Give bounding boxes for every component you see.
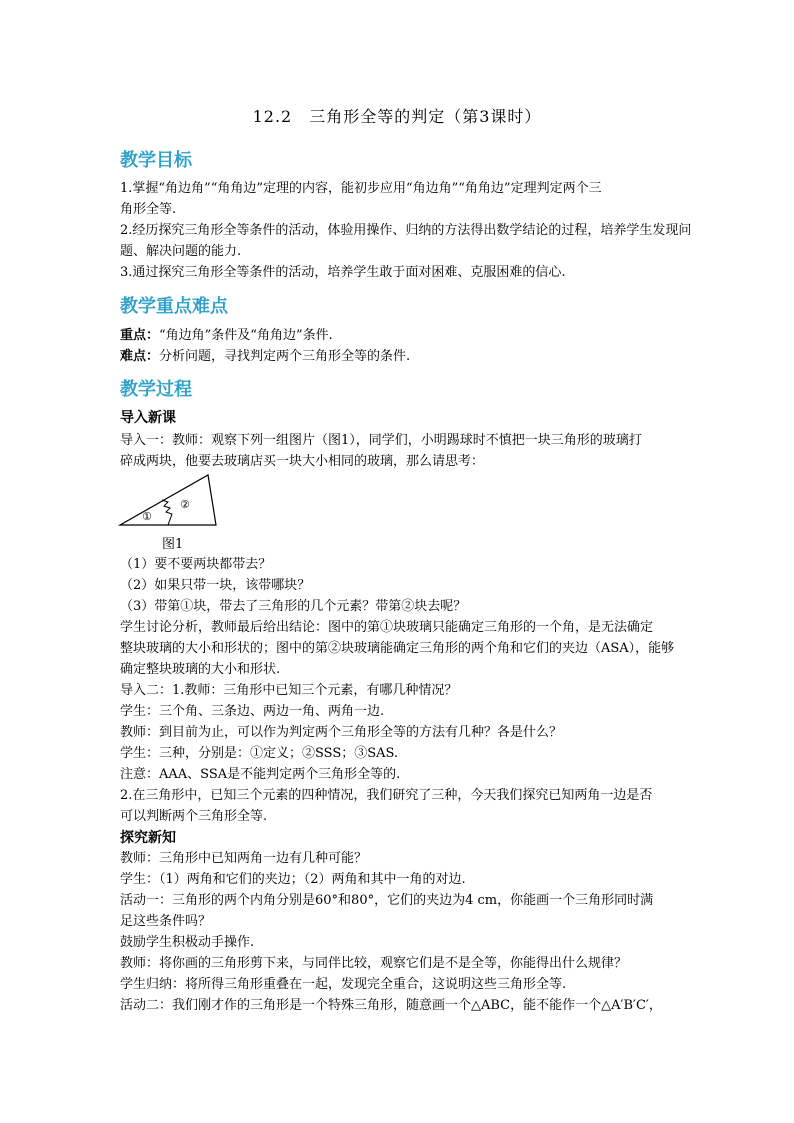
explore-line: 教师：将你画的三角形剪下来，与同伴比较，观察它们是不是全等，你能得出什么规律？ bbox=[120, 956, 628, 971]
discussion-line: 整块玻璃的大小和形状的；图中的第②块玻璃能确定三角形的两个角和它们的夹边（ASA），能够 bbox=[120, 641, 675, 656]
intro2-line: 学生：三个角、三条边、两边一角、两角一边. bbox=[120, 704, 385, 719]
intro-line: 碎成两块，他要去玻璃店买一块大小相同的玻璃，那么请思考： bbox=[120, 454, 485, 469]
page-title: 12.2 三角形全等的判定（第3课时） bbox=[252, 107, 542, 126]
intro-line: 导入一：教师：观察下列一组图片（图1），同学们，小明踢球时不慎把一块三角形的玻璃打 bbox=[120, 433, 642, 448]
explore-line: 活动二：我们刚才作的三角形是一个特殊三角形，随意画一个△ABC，能不能作一个△A′B′C′， bbox=[120, 998, 662, 1013]
goal-line: 题、解决问题的能力. bbox=[120, 244, 242, 259]
question-line: （2）如果只带一块，该带哪块？ bbox=[120, 578, 311, 593]
intro2-line: 2.在三角形中，已知三个元素的四种情况，我们研究了三种，今天我们探究已知两角一边是否 bbox=[120, 788, 653, 803]
difficulty-line bbox=[120, 346, 690, 367]
crack-line bbox=[162, 500, 172, 525]
focus-label: 重点： bbox=[120, 328, 160, 343]
triangle-outline bbox=[120, 475, 216, 525]
focus-text: “角边角”条件及“角角边”条件. bbox=[159, 328, 333, 343]
intro2-line: 学生：三种，分别是：①定义；②SSS；③SAS. bbox=[120, 746, 399, 761]
difficulty-label: 难点： bbox=[120, 349, 160, 364]
explore-line: 活动一：三角形的两个内角分别是60°和80°，它们的夹边为4 cm，你能画一个三角形同时满 bbox=[120, 893, 654, 908]
subheading-intro: 导入新课 bbox=[120, 410, 176, 426]
intro2-line: 导入二：1.教师：三角形中已知三个元素，有哪几种情况？ bbox=[120, 683, 458, 698]
focus-line bbox=[120, 325, 690, 346]
explore-line: 学生归纳：将所得三角形重叠在一起，发现完全重合，这说明这些三角形全等. bbox=[120, 977, 567, 992]
difficulty-text: 分析问题，寻找判定两个三角形全等的条件. bbox=[159, 349, 411, 364]
question-line: （1）要不要两块都带去？ bbox=[120, 557, 272, 572]
section-heading-process: 教学过程 bbox=[120, 379, 192, 400]
piece-2-label: ② bbox=[180, 498, 190, 511]
piece-1-label: ① bbox=[142, 510, 152, 523]
broken-glass-figure bbox=[118, 470, 218, 530]
intro2-line: 教师：到目前为止，可以作为判定两个三角形全等的方法有几种？各是什么？ bbox=[120, 725, 563, 740]
question-line: （3）带第①块，带去了三角形的几个元素？带第②块去呢？ bbox=[120, 599, 467, 614]
explore-line: 鼓励学生积极动手操作. bbox=[120, 935, 255, 950]
section-heading-keypoints: 教学重点难点 bbox=[120, 296, 228, 317]
section-heading-goals: 教学目标 bbox=[120, 150, 192, 171]
explore-line: 足这些条件吗？ bbox=[120, 914, 212, 929]
explore-line: 学生：（1）两角和它们的夹边；（2）两角和其中一角的对边. bbox=[120, 872, 466, 887]
goal-line: 3.通过探究三角形全等条件的活动，培养学生敢于面对困难、克服困难的信心. bbox=[120, 265, 566, 280]
intro2-line: 注意：AAA、SSA是不能判定两个三角形全等的. bbox=[120, 767, 401, 782]
intro2-line: 可以判断两个三角形全等. bbox=[120, 809, 268, 824]
discussion-line: 确定整块玻璃的大小和形状. bbox=[120, 662, 281, 677]
goal-line: 角形全等. bbox=[120, 202, 177, 217]
explore-line: 教师：三角形中已知两角一边有几种可能？ bbox=[120, 851, 368, 866]
goal-line: 2.经历探究三角形全等条件的活动，体验用操作、归纳的方法得出数学结论的过程，培养学生发现问 bbox=[120, 223, 692, 238]
figure-caption: 图1 bbox=[162, 537, 184, 552]
discussion-line: 学生讨论分析，教师最后给出结论：图中的第①块玻璃只能确定三角形的一个角，是无法确定 bbox=[120, 620, 654, 635]
subheading-explore: 探究新知 bbox=[120, 830, 176, 846]
goal-line: 1.掌握“角边角”“角角边”定理的内容，能初步应用“角边角”“角角边”定理判定两个三 bbox=[120, 181, 602, 196]
